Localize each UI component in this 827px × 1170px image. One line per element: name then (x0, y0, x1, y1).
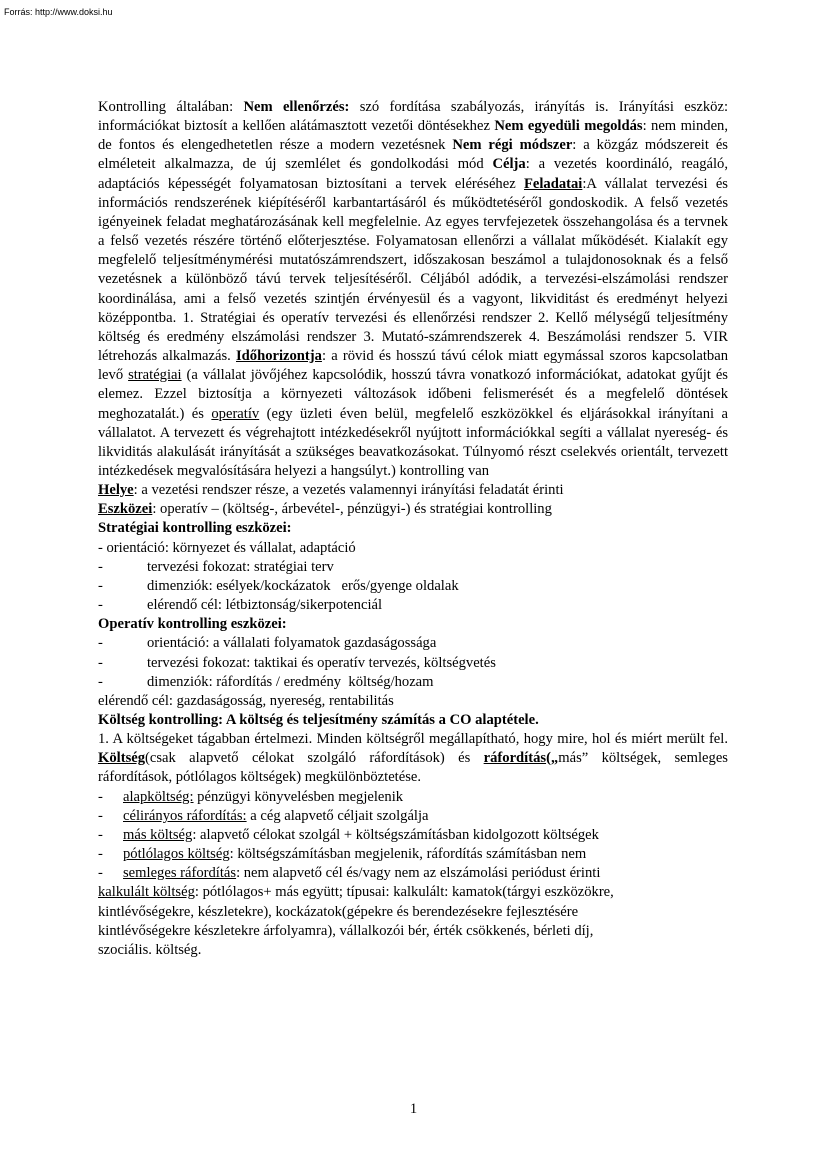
text-run: a cég alapvető céljait szolgálja (246, 807, 429, 824)
strategic-first-item: - orientáció: környezet és vállalat, adaptáció (98, 539, 356, 556)
term-nem-regi: Nem régi módszer (452, 137, 573, 154)
list-item (98, 826, 728, 845)
term-alapkoltseg: alapköltség: (123, 788, 194, 805)
list-item-text: orientáció: a vállalati folyamatok gazdaságossága (147, 635, 437, 652)
term-celiranyos: célirányos ráfordítás: (123, 807, 247, 824)
list-dash: - (98, 865, 103, 882)
list-item-text: dimenziók: ráfordítás / eredmény költség/hozam (147, 673, 434, 690)
cost-heading: Költség kontrolling: A költség és teljesítmény számítás a CO alaptétele. (98, 712, 539, 728)
text-run: pénzügyi könyvelésben megjelenik (193, 788, 404, 805)
text-run: szó fordítása szabályozás, irányítás is. Irányítási eszköz: információkat biztosít a kellően alátámasztott vezetői döntésekhez (98, 99, 728, 135)
list-item (98, 673, 728, 692)
kalkulalt-line: szociális. költség. (98, 941, 202, 958)
text-run: : nem alapvető cél és/vagy nem az elszámolási periódust érinti (236, 865, 601, 882)
list-dash: - (98, 577, 103, 594)
list-item-text: elérendő cél: létbiztonság/sikerpotenciál (147, 597, 383, 614)
document-page (98, 98, 728, 960)
text-run: (csak alapvető célokat szolgáló ráfordítások) és (145, 750, 484, 767)
list-dash: - (98, 558, 103, 575)
list-item (98, 558, 728, 577)
term-raforditas: ráfordítás (483, 750, 547, 767)
list-item (98, 596, 728, 615)
term-celja: Célja (492, 156, 526, 173)
list-dash: - (98, 807, 103, 824)
source-label: Forrás: http://www.doksi.hu (4, 7, 113, 17)
list-item (98, 864, 728, 883)
list-item-text (123, 807, 429, 826)
text-run: (egy üzleti éven belül, megfelelő eszközökkel és eljárásokkal irányítani a vállalatot. A tervezett és végrehajtott intézkedésekről nyújtott információkkal segíti a vállalat nyereség- és likviditás alakulását irányítását a szükséges beavatkozásokat. Túlnyomó részt cselekvés orientált, tervezett intézkedések megvalósítására helyezi a hangsúlyt.) kontrolling van (98, 405, 728, 479)
term-idohorizontja: Időhorizontja (236, 348, 322, 365)
term-mas-koltseg: más költség (123, 826, 193, 843)
term-nem-egyeduli: Nem egyedüli megoldás (494, 118, 643, 135)
text-run: : nem minden, de fontos és elengedhetetlen része a modern vezetésnek (98, 118, 728, 154)
list-item-text (123, 788, 403, 807)
list-item (98, 807, 728, 826)
list-dash: - (98, 826, 103, 843)
term-potlolagos: pótlólagos költség (123, 846, 230, 863)
kalkulalt-line: kintlévőségekre készletekre árfolyamra), vállalkozói bér, érték csökkenés, bérleti díj, (98, 922, 594, 939)
intro-paragraph (98, 98, 728, 481)
text-run: : a közgáz módszereit és elméleteit alkalmazza, de új szemlélet és gondolkodási mód (98, 137, 728, 173)
term-nem-ellenorzes: Nem ellenőrzés: (243, 99, 350, 115)
strategic-heading: Stratégiai kontrolling eszközei: (98, 520, 292, 537)
page-number: 1 (409, 1101, 418, 1117)
text-run: („ (546, 750, 559, 767)
text-run: : a vezetési rendszer része, a vezetés valamennyi irányítási feladatát érinti (133, 482, 564, 499)
list-item-text: tervezési fokozat: taktikai és operatív tervezés, költségvetés (147, 654, 496, 671)
list-dash: - (98, 788, 103, 805)
text-run: : operatív – (költség-, árbevétel-, pénzügyi-) és stratégiai kontrolling (152, 501, 552, 518)
list-dash: - (98, 597, 103, 614)
text-run: (a vállalat jövőjéhez kapcsolódik, hosszú távra vonatkozó információkat, adatokat gyűjt és elemez. Ezzel biztosítja a környezeti változások időbeni felismerését és a megfelelő döntések meghozatalát.) és (98, 367, 728, 422)
text-run: : pótlólagos+ más együtt; típusai: kalkulált: kamatok(tárgyi eszközökre, (194, 884, 614, 901)
operative-heading: Operatív kontrolling eszközei: (98, 616, 287, 633)
text-run: : a vezetés koordináló, reagáló, adaptációs képességét folyamatosan biztosítani a tervek eléréséhez (98, 156, 729, 192)
term-kalkulalt: kalkulált költség (98, 884, 195, 901)
term-koltseg: Költség (98, 750, 146, 767)
list-dash: - (98, 673, 103, 690)
text-run: 1. A költségeket tágabban értelmezi. Minden költségről megállapítható, hogy mire, hol és miért merült fel. (98, 731, 728, 748)
list-dash: - (98, 846, 103, 863)
list-dash: - (98, 635, 103, 652)
list-item (98, 577, 728, 596)
operative-last-item: elérendő cél: gazdaságosság, nyereség, rentabilitás (98, 692, 394, 709)
text-run: :A vállalat tervezési és információs rendszerének kiépítéséről karbantartásáról és működtetéséről gondoskodik. A felső vezetés igényeinek feladat meghatározásának kell megfelelnie. Az egyes tervfejezetek összehangolása és a tervnek a felső vezetés részére történő előterjesztése. Folyamatosan ellenőrzi a vállalat működését. Kialakít egy megfelelő teljesítménymérési mutatószámrendszert, időszakosan beszámol a tulajdonosoknak és a felső vezetésnek a különböző távú tervek teljesítéséről. Céljából adódik, a tervezési-elszámolási rendszer koordinálása, ami a felső vezetés szintjén érvényesül és a vagyont, likviditást és eredményt helyezi középpontba. 1. Stratégiai és operatív tervezési és ellenőrzési rendszer 2. Kellő mélységű teljesítmény költség és eredmény elszámolási rendszer 3. Mutató-számrendszerek 4. Beszámolási rendszer 5. VIR létrehozás alkalmazás. (98, 175, 728, 365)
list-item (98, 634, 728, 653)
cost-paragraph (98, 730, 728, 787)
text-run: más” költségek, semleges ráfordítások, pótlólagos költségek) megkülönböztetése. (98, 750, 728, 786)
term-feladatai: Feladatai (523, 175, 583, 192)
list-dash: - (98, 654, 103, 671)
term-strategiai: stratégiai (128, 367, 182, 384)
list-item (98, 654, 728, 673)
list-item-text: dimenziók: esélyek/kockázatok erős/gyenge oldalak (147, 577, 459, 594)
list-item-text (123, 845, 586, 864)
term-helye: Helye (98, 482, 134, 499)
kalkulalt-line (98, 883, 728, 902)
kalkulalt-line: kintlévőségekre, készletekre), kockázatok(gépekre és berendezésekre fejlesztésére (98, 903, 579, 920)
eszkozei-line (98, 500, 728, 519)
helye-line (98, 481, 728, 500)
text-run: : költségszámításban megjelenik, ráfordítás számításban nem (229, 846, 587, 863)
term-eszkozei: Eszközei (98, 501, 153, 518)
text-run: : a rövid és hosszú távú célok miatt egymással szoros kapcsolatban levő (98, 348, 728, 384)
term-semleges: semleges ráfordítás (123, 865, 237, 882)
list-item (98, 845, 728, 864)
term-operativ: operatív (211, 405, 260, 422)
list-item-text (123, 864, 600, 883)
list-item-text (123, 826, 599, 845)
list-item-text: tervezési fokozat: stratégiai terv (147, 558, 334, 575)
list-item (98, 788, 728, 807)
text-run: Kontrolling általában: (98, 99, 244, 115)
text-run: : alapvető célokat szolgál + költségszámításban kidolgozott költségek (192, 826, 599, 843)
